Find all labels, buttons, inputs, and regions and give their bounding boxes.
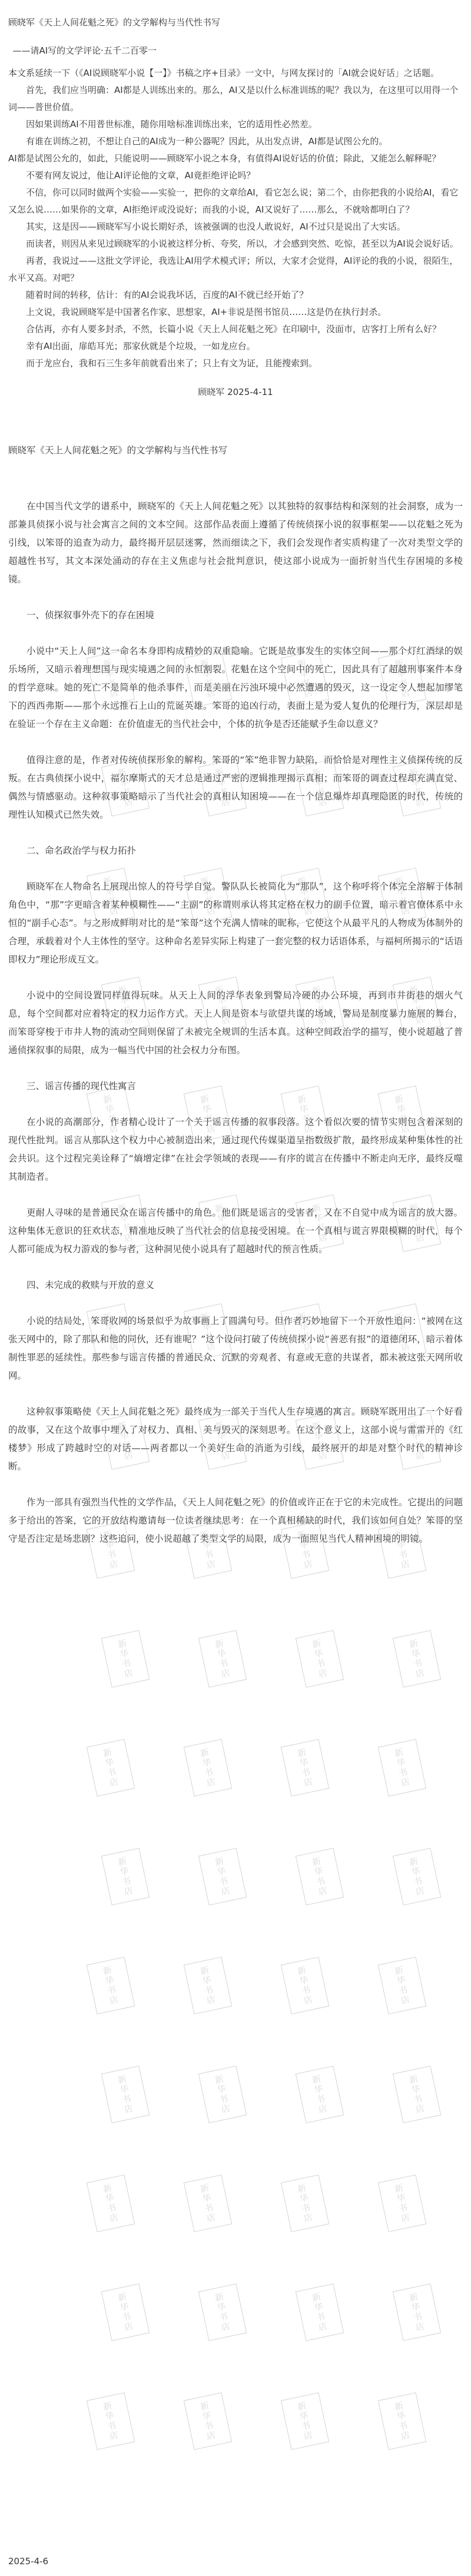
watermark-stamp: 新华书店 — [378, 1303, 426, 1361]
top-title: 顾晓军《天上人间花魁之死》的文学解构与当代性书写 — [8, 17, 221, 28]
watermark-stamp: 新华书店 — [101, 1848, 150, 1906]
watermark-stamp: 新华书店 — [198, 2283, 247, 2341]
watermark-stamp: 新华书店 — [281, 868, 329, 925]
watermark-stamp: 新华书店 — [184, 1303, 232, 1361]
watermark-stamp: 新华书店 — [296, 1194, 344, 1252]
watermark-stamp: 新华书店 — [101, 1194, 150, 1252]
watermark-stamp: 新华书店 — [296, 759, 344, 816]
watermark-stamp: 新华书店 — [101, 759, 150, 816]
watermark-stamp: 新华书店 — [101, 2066, 150, 2123]
watermark-stamp: 新华书店 — [296, 1412, 344, 1470]
watermark-stamp: 新华书店 — [101, 2283, 150, 2341]
watermark-stamp: 新华书店 — [393, 759, 441, 816]
watermark-stamp: 新华书店 — [296, 1848, 344, 1906]
intro-paragraph: 因如果训练AI不用普世标准，随你用啥标准训练出来，它的适用性必然差。 — [26, 119, 317, 130]
watermark-stamp: 新华书店 — [198, 977, 247, 1034]
watermark-stamp: 新华书店 — [393, 2066, 441, 2123]
intro-paragraph: 其实，这是因——顾晓军写小说长期好杀，该被强调的也没人敢说好，AI不过只是说出了大实话。 — [26, 221, 406, 232]
watermark-stamp: 新华书店 — [87, 1739, 135, 1797]
section-paragraph: 作为一部具有强烈当代性的文学作品，《天上人间花魁之死》的价值或许正在于它的未完成性。它提出的问题多于给出的答案，它的开放结构邀请每一位读者继续思考：在一个真相稀缺的时代，我们该如何自处？笨哥的坚守是否注定是场悲剧？这些追问，使小说超越了类型文学的局限，成为一面照见当代人精神困境的明镜。 — [8, 1497, 463, 1544]
essay-intro: 在中国当代文学的谱系中，顾晓军的《天上人间花魁之死》以其独特的叙事结构和深刻的社会洞察，成为一部兼具侦探小说与社会寓言之间的文本空间。这部作品表面上遵循了传统侦探小说的叙事框架——以花魁之死为引线，以笨哥的追查为动力，最终揭开层层迷雾，然而细读之下，我们会发现作者实质构建了一次对类型文学的超越性书写，其文本深处涌动的存在主义焦虑与社会批判意识，使这部小说成为一面折射当代生存困境的多棱镜。 — [8, 501, 463, 585]
watermark-stamp: 新华书店 — [184, 1739, 232, 1797]
watermark-stamp: 新华书店 — [296, 2283, 344, 2341]
section-paragraph: 值得注意的是，作者对传统侦探形象的解构。笨哥的“笨”绝非智力缺陷，而恰恰是对理性主义侦探传统的反叛。在古典侦探小说中，福尔摩斯式的天才总是通过严密的逻辑推理揭示真相；而笨哥的调查过程却充满直觉、偶然与情感驱动。这种叙事策略暗示了当代社会的真相认知困境——在一个信息爆炸却真理隐匿的时代，传统的理性认知模式已然失效。 — [8, 755, 463, 820]
section-paragraph: 小说的结局处，笨哥收网的场景似乎为故事画上了圆满句号。但作者巧妙地留下一个开放性追问：“被网在这张天网中的，除了那队和他的同伙，还有谁呢？”这个设问打破了传统侦探小说“善恶有报”的道德闭环，暗示着体制性罪恶的延续性。那些参与谣言传播的普通民众、沉默的旁观者、有意或无意的共谋者，都未被这张天网所收网。 — [8, 1316, 463, 1381]
bottom-date: 2025-4-6 — [8, 2556, 49, 2567]
watermark-stamp: 新华书店 — [101, 977, 150, 1034]
watermark-stamp: 新华书店 — [184, 1521, 232, 1579]
watermark-stamp: 新华书店 — [281, 1739, 329, 1797]
section-heading: 一、侦探叙事外壳下的存在困境 — [26, 610, 155, 620]
intro-paragraph: 本文系延续一下（《AI说顾晓军小说【一】》书稿之序+目录》一文中，与网友探讨的「AI就会说好话」之话题。 — [8, 68, 439, 78]
section-heading: 四、未完成的救赎与开放的意义 — [26, 1280, 155, 1290]
watermark-stamp: 新华书店 — [393, 2283, 441, 2341]
watermark-stamp: 新华书店 — [184, 1085, 232, 1143]
watermark-stamp: 新华书店 — [378, 1739, 426, 1797]
intro-paragraph: 上文说，我说顾晓军是中国著名作家、思想家，AI+非说是图书馆员……这是仍在执行封杀。 — [26, 307, 387, 317]
essay — [8, 441, 463, 1548]
watermark-stamp: 新华书店 — [378, 1521, 426, 1579]
intro-paragraph: 合估再，亦有人要多封杀，不然，长篇小说《天上人间花魁之死》在印刷中，没面市，店客打上所有么好？ — [26, 324, 442, 334]
section-paragraph: 这种叙事策略使《天上人间花魁之死》最终成为一部关于当代人生存境遇的寓言。顾晓军既用出了一个好看的故事，又在这个故事中埋入了对权力、真相、美与毁灭的深刻思考。在这个意义上，这部小说与雷雷开的《红楼梦》形成了跨越时空的对话——两者都以一个美好生命的消逝为引线，最终展开的却是对整个时代的精神诊断。 — [8, 1406, 463, 1472]
intro-paragraph: AI都是试图公允的，如此，只能说明——顾晓军小说之本身，有值得AI说好话的价值；除此，又能怎么解释呢？ — [8, 153, 441, 164]
watermark-stamp: 新华书店 — [198, 1194, 247, 1252]
first-date: 顾晓军 2025-4-11 — [198, 387, 273, 397]
watermark-stamp: 新华书店 — [393, 1412, 441, 1470]
section-paragraph: 在小说的高潮部分，作者精心设计了一个关于谣言传播的叙事段落。这个看似次要的情节实则包含着深刻的现代性批判。谣言从那队这个权力中心被制造出来，通过现代传媒渠道呈指数级扩散，最终形成某种集体性的社会共识。这个过程完美诠释了“熵增定律”在社会学领域的表现——有序的谎言在传播中不断走向无序，最终反噬其制造者。 — [8, 1117, 463, 1182]
intro-paragraph: 有谁在训练之初，不想让自己的AI成为一种公器呢？因此，从出发点讲，AI都是试图公允的。 — [26, 136, 388, 147]
watermark-stamp: 新华书店 — [296, 2066, 344, 2123]
watermark-stamp: 新华书店 — [281, 650, 329, 708]
watermark-stamp: 新华书店 — [296, 977, 344, 1034]
intro-paragraph: 首先，我们应当明确：AI都是人训练出来的。那么，AI又是以什么标准训练的呢？我以为，在这里可以用得一个词——普世价值。 — [8, 85, 459, 112]
watermark-stamp: 新华书店 — [101, 1412, 150, 1470]
watermark-stamp: 新华书店 — [87, 2392, 135, 2450]
intro-block — [8, 65, 463, 372]
watermark-stamp: 新华书店 — [198, 1630, 247, 1688]
intro-paragraph: 再者，我说过——这批文学评论，我选让AI用学术模式评；所以，大家才会觉得，AI评论的我的小说，很陌生，水平又高。对吧？ — [8, 255, 459, 283]
watermark-stamp: 新华书店 — [184, 650, 232, 708]
watermark-stamp: 新华书店 — [378, 2392, 426, 2450]
watermark-stamp: 新华书店 — [378, 1085, 426, 1143]
watermark-stamp: 新华书店 — [296, 1630, 344, 1688]
watermark-stamp: 新华书店 — [87, 1521, 135, 1579]
watermark-stamp: 新华书店 — [393, 1630, 441, 1688]
watermark-stamp: 新华书店 — [184, 2392, 232, 2450]
section-paragraph: 更耐人寻味的是普通民众在谣言传播中的角色。他们既是谣言的受害者，又在不自觉中成为谣言的放大器。这种集体无意识的狂欢状态，精准地反映了当代社会的信息接受困境。在一个真相与谎言界限模糊的时代，每个人都可能成为权力游戏的参与者，这种洞见使小说具有了超越时代的预言性质。 — [8, 1207, 463, 1254]
watermark-stamp: 新华书店 — [281, 1085, 329, 1143]
watermark-stamp: 新华书店 — [378, 868, 426, 925]
watermark-stamp: 新华书店 — [281, 2175, 329, 2232]
watermark-stamp: 新华书店 — [101, 1630, 150, 1688]
watermark-stamp: 新华书店 — [87, 2175, 135, 2232]
watermark-stamp: 新华书店 — [184, 1957, 232, 2014]
section-heading: 二、命名政治学与权力拓扑 — [26, 845, 137, 856]
intro-paragraph: 不信，你可以同时做两个实验——实验一，把你的文章给AI，看它怎么说；第二个，由你把我的小说给AI，看它又怎么说……如果你的文章，AI拒绝评或没说好；而我的小说，AI又说好了……那么，不就啥都明白了？ — [8, 187, 459, 215]
watermark-stamp: 新华书店 — [184, 868, 232, 925]
watermark-stamp: 新华书店 — [281, 1303, 329, 1361]
watermark-stamp: 新华书店 — [281, 1957, 329, 2014]
watermark-stamp: 新华书店 — [378, 1957, 426, 2014]
watermark-stamp: 新华书店 — [198, 1848, 247, 1906]
watermark-stamp: 新华书店 — [281, 2392, 329, 2450]
byline: ——请AI写的文学评论·五千二百零一 — [12, 45, 157, 56]
watermark-stamp: 新华书店 — [87, 650, 135, 708]
watermark-stamp: 新华书店 — [87, 1957, 135, 2014]
watermark-stamp: 新华书店 — [378, 2175, 426, 2232]
intro-paragraph: 而读者，则因从来见过顾晓军的小说被这样分析、夸奖，所以，才会感到突然、吃惊，甚至以为AI说会说好话。 — [26, 238, 459, 249]
watermark-stamp: 新华书店 — [87, 1303, 135, 1361]
section-paragraph: 顾晓军在人物命名上展现出惊人的符号学自觉。警队队长被简化为“那队”，这个称呼将个体完全溶解于体制角色中，“那”字更暗含着某种模糊性——“主副”的称谓则承认将其定格在权力的副手位置，暗示着官僚体系中永恒的“副手心态”。与之形成鲜明对比的是“笨哥”这个充满人情味的昵称，它使这个从最平凡的人物成为体制外的合理，承载着对个人主体性的坚守。这种命名差异实际上构建了一套完整的权力话语体系，与福柯所揭示的“话语即权力”理论形成互文。 — [8, 881, 463, 965]
intro-paragraph: 随着时间的转移，估计：有的AI会说我坏话，百度的AI不就已经开始了？ — [26, 290, 309, 300]
watermark-stamp: 新华书店 — [198, 2066, 247, 2123]
watermark-stamp: 新华书店 — [281, 1521, 329, 1579]
intro-paragraph: 幸有AI出面，扉皓耳光；那家伙就是个垃圾，一如龙应台。 — [26, 341, 256, 351]
watermark-stamp: 新华书店 — [198, 759, 247, 816]
watermark-stamp: 新华书店 — [184, 2175, 232, 2232]
watermark-stamp: 新华书店 — [378, 650, 426, 708]
watermark-stamp: 新华书店 — [393, 977, 441, 1034]
essay-sections — [8, 589, 463, 1548]
section-paragraph: 小说中“天上人间”这一命名本身即构成精妙的双重隐喻。它既是故事发生的实体空间——那个灯红酒绿的娱乐场所，又暗示着理想国与现实境遇之间的永恒割裂。花魁在这个空间中的死亡，因此具有了超越刑事案件本身的哲学意味。她的死亡不是简单的他杀事件，而是美丽在污浊环境中必然遭遇的毁灭，这一设定令人想起加缪笔下的西西弗斯——那个永远推石上山的荒诞英雄。笨哥的追凶行动，表面上是为爱人复仇的伦理行为，深层却是在验证一个存在主义命题：在价值虚无的当代社会中，个体的抗争是否还能赋予生命以意义？ — [8, 646, 463, 729]
watermark-stamp: 新华书店 — [393, 1194, 441, 1252]
section-heading: 三、谣言传播的现代性寓言 — [26, 1081, 137, 1091]
watermark-stamp: 新华书店 — [87, 868, 135, 925]
essay-title: 顾晓军《天上人间花魁之死》的文学解构与当代性书写 — [8, 445, 228, 456]
watermark-stamp: 新华书店 — [393, 1848, 441, 1906]
intro-paragraph: 不要有网友说过，他让AI评论他的文章，AI竟拒绝评论吗？ — [26, 170, 256, 181]
watermark-stamp: 新华书店 — [87, 1085, 135, 1143]
section-paragraph: 小说中的空间设置同样值得玩味。从天上人间的浮华表象到警局冷硬的办公环境，再到市井街巷的烟火气息，每个空间都对应着特定的权力运作方式。天上人间是资本与欲望共谋的场域，警局是制度暴力施展的舞台，而笨哥穿梭于市井人物的流动空间则保留了未被完全规训的生活本真。这种空间政治学的描写，使小说超越了普通侦探叙事的局限，成为一幅当代中国的社会权力分布图。 — [8, 990, 463, 1055]
watermark-stamp: 新华书店 — [198, 1412, 247, 1470]
intro-paragraph: 而于龙应台，我和石三生多年前就看出来了；只上有文为证，且能搜索到。 — [26, 358, 318, 369]
